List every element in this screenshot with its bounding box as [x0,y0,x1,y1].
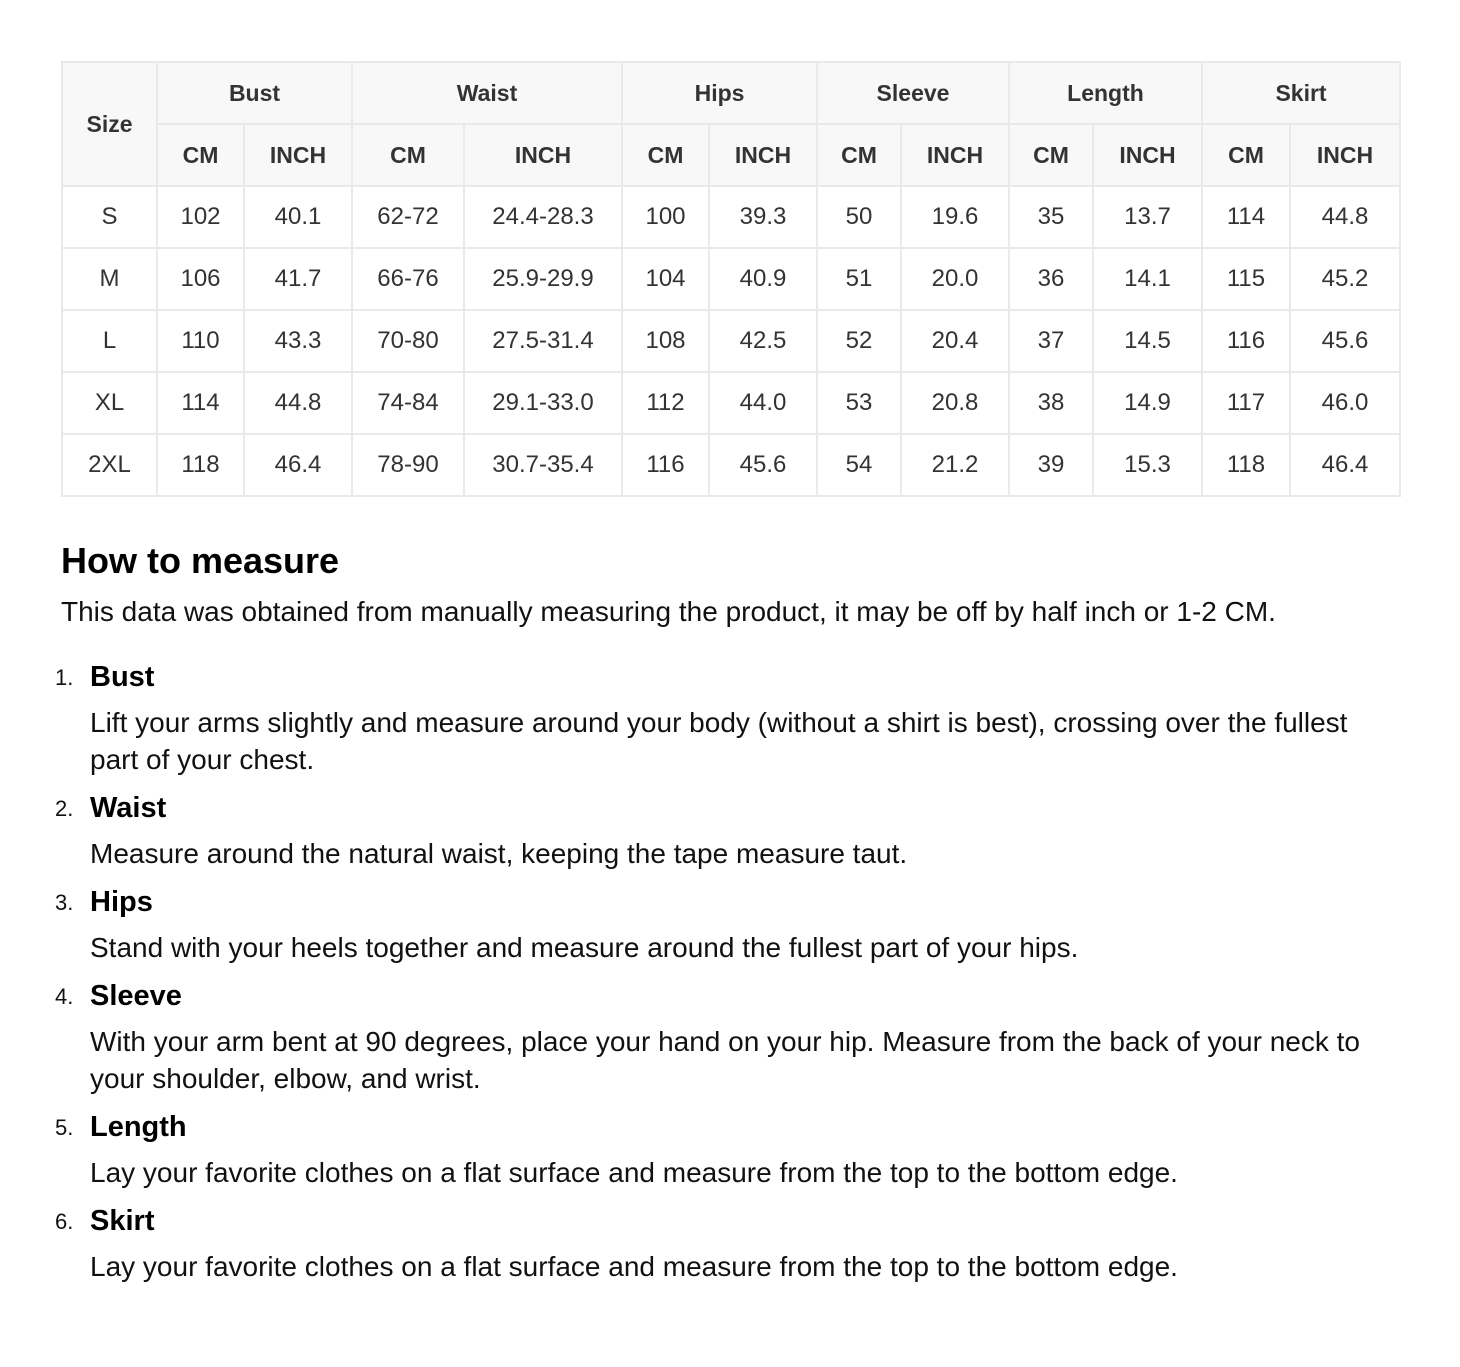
unit-header-cm: CM [352,124,464,186]
table-row [62,372,1400,434]
table-cell: 40.9 [709,248,817,310]
group-header-hips: Hips [622,62,817,124]
unit-header-inch: INCH [244,124,352,186]
table-cell: 39 [1009,434,1093,496]
table-cell: 112 [622,372,709,434]
table-cell: 20.4 [901,310,1009,372]
table-cell: 19.6 [901,186,1009,248]
table-cell: 46.0 [1290,372,1400,434]
table-cell: 51 [817,248,901,310]
list-item [55,978,1399,1097]
table-cell: 40.1 [244,186,352,248]
list-item [55,1109,1399,1191]
table-cell: 30.7-35.4 [464,434,622,496]
list-item-description: Lay your favorite clothes on a flat surface and measure from the top to the bottom edge. [90,1157,1178,1188]
table-cell: 36 [1009,248,1093,310]
list-item-number: 4. [55,984,74,1009]
table-cell: 37 [1009,310,1093,372]
unit-header-inch: INCH [464,124,622,186]
table-group-header-row [62,62,1400,124]
table-cell: 20.0 [901,248,1009,310]
unit-header-cm: CM [817,124,901,186]
table-cell: 42.5 [709,310,817,372]
group-header-length: Length [1009,62,1202,124]
list-item [55,1203,1399,1285]
table-cell: 104 [622,248,709,310]
table-cell: 46.4 [1290,434,1400,496]
list-item-title: Length [90,1111,187,1143]
table-cell: 114 [1202,186,1290,248]
unit-header-cm: CM [622,124,709,186]
size-cell: S [62,186,157,248]
table-cell: 35 [1009,186,1093,248]
table-cell: 114 [157,372,244,434]
unit-header-cm: CM [1202,124,1290,186]
list-item-title: Bust [90,661,155,693]
table-row [62,186,1400,248]
unit-header-cm: CM [1009,124,1093,186]
list-item-title: Sleeve [90,980,182,1012]
table-unit-header-row [62,124,1400,186]
table-cell: 110 [157,310,244,372]
table-cell: 70-80 [352,310,464,372]
list-item-title: Skirt [90,1205,155,1237]
size-column-header: Size [62,62,157,186]
table-cell: 41.7 [244,248,352,310]
table-cell: 66-76 [352,248,464,310]
table-cell: 118 [157,434,244,496]
table-cell: 14.1 [1093,248,1202,310]
table-cell: 106 [157,248,244,310]
group-header-waist: Waist [352,62,622,124]
list-item-title: Hips [90,886,153,918]
table-cell: 38 [1009,372,1093,434]
group-header-skirt: Skirt [1202,62,1400,124]
list-item-description: Lay your favorite clothes on a flat surface and measure from the top to the bottom edge. [90,1251,1178,1282]
table-cell: 44.8 [1290,186,1400,248]
table-cell: 44.8 [244,372,352,434]
table-cell: 14.9 [1093,372,1202,434]
unit-header-inch: INCH [1290,124,1400,186]
table-row [62,248,1400,310]
table-cell: 29.1-33.0 [464,372,622,434]
table-cell: 13.7 [1093,186,1202,248]
table-cell: 78-90 [352,434,464,496]
table-cell: 115 [1202,248,1290,310]
table-cell: 45.6 [709,434,817,496]
table-cell: 43.3 [244,310,352,372]
table-cell: 14.5 [1093,310,1202,372]
table-cell: 44.0 [709,372,817,434]
table-cell: 39.3 [709,186,817,248]
table-cell: 50 [817,186,901,248]
table-cell: 108 [622,310,709,372]
table-cell: 27.5-31.4 [464,310,622,372]
table-cell: 25.9-29.9 [464,248,622,310]
list-item-description: Lift your arms slightly and measure around your body (without a shirt is best), crossing over the fullest part of your chest. [90,707,1348,775]
how-to-measure-heading: How to measure [61,540,340,581]
list-item-title: Waist [90,792,167,824]
table-row [62,310,1400,372]
size-guide-page [55,61,1399,1297]
table-cell: 46.4 [244,434,352,496]
list-item-number: 2. [55,796,74,821]
table-cell: 15.3 [1093,434,1202,496]
unit-header-inch: INCH [1093,124,1202,186]
list-item-description: Measure around the natural waist, keeping the tape measure taut. [90,838,908,869]
table-cell: 116 [622,434,709,496]
table-cell: 116 [1202,310,1290,372]
table-cell: 54 [817,434,901,496]
list-item-number: 1. [55,665,74,690]
list-item [55,884,1399,966]
unit-header-inch: INCH [901,124,1009,186]
size-cell: 2XL [62,434,157,496]
table-cell: 62-72 [352,186,464,248]
group-header-bust: Bust [157,62,352,124]
list-item [55,790,1399,872]
table-row [62,434,1400,496]
table-cell: 118 [1202,434,1290,496]
measurement-disclaimer: This data was obtained from manually measuring the product, it may be off by half inch or 1-2 CM. [61,596,1276,627]
list-item-number: 6. [55,1209,74,1234]
table-cell: 53 [817,372,901,434]
table-cell: 100 [622,186,709,248]
unit-header-cm: CM [157,124,244,186]
table-cell: 45.2 [1290,248,1400,310]
list-item-description: Stand with your heels together and measure around the fullest part of your hips. [90,932,1079,963]
group-header-sleeve: Sleeve [817,62,1009,124]
list-item-description: With your arm bent at 90 degrees, place your hand on your hip. Measure from the back of your neck to your shoulder, elbow, and wrist. [90,1026,1361,1094]
table-cell: 45.6 [1290,310,1400,372]
table-cell: 21.2 [901,434,1009,496]
size-cell: L [62,310,157,372]
table-cell: 20.8 [901,372,1009,434]
list-item-number: 5. [55,1115,74,1140]
table-cell: 74-84 [352,372,464,434]
table-cell: 117 [1202,372,1290,434]
size-cell: M [62,248,157,310]
size-cell: XL [62,372,157,434]
unit-header-inch: INCH [709,124,817,186]
table-cell: 102 [157,186,244,248]
size-chart-table [61,61,1401,497]
table-cell: 52 [817,310,901,372]
table-cell: 24.4-28.3 [464,186,622,248]
measurement-instructions-list [55,659,1399,1285]
list-item [55,659,1399,778]
list-item-number: 3. [55,890,74,915]
